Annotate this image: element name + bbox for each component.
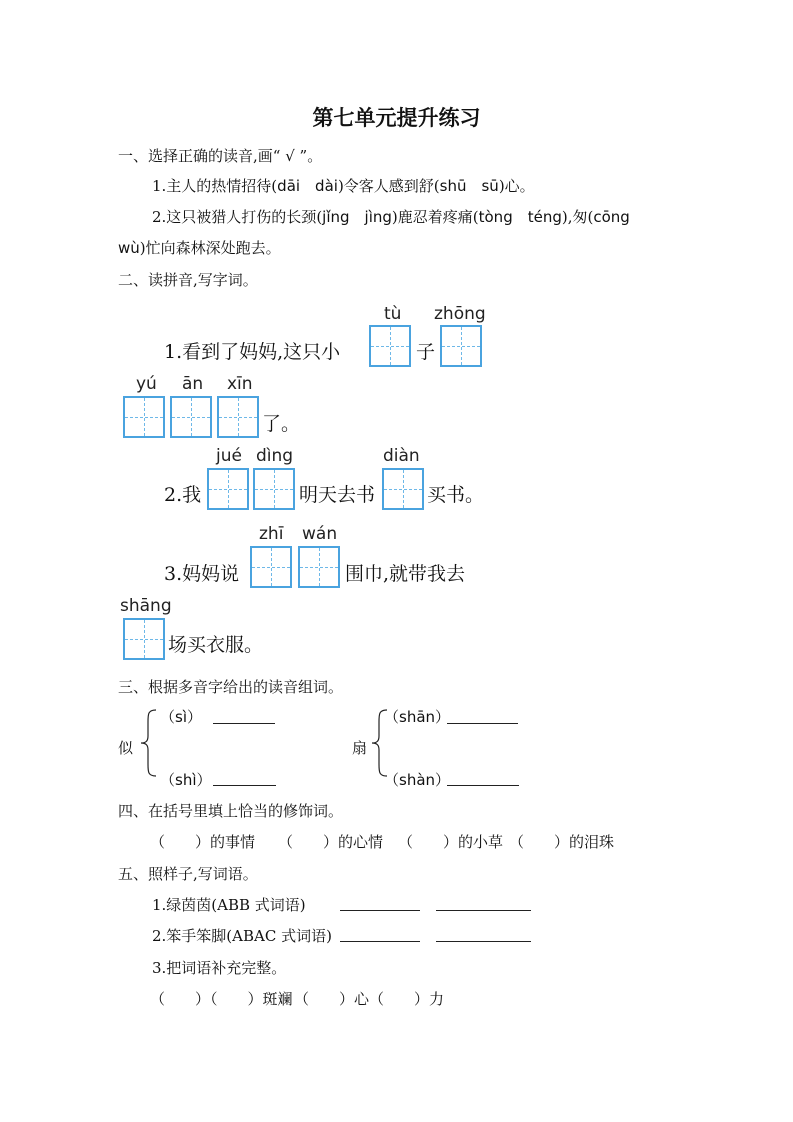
writing-box[interactable] [369, 325, 411, 367]
writing-box[interactable] [382, 468, 424, 510]
writing-box[interactable] [170, 396, 212, 438]
polyphone-char-si: 似 [118, 739, 134, 757]
s1-question-2-line-1: 2.这只被猎人打伤的长颈(jǐng jìng)鹿忍着疼痛(tòng téng),匆(cōng [152, 208, 630, 226]
pinyin-tu: tù [384, 304, 402, 324]
answer-line[interactable] [436, 941, 531, 942]
s2-q3-text-c: 场买衣服。 [168, 634, 264, 656]
answer-line[interactable] [213, 785, 276, 786]
section-5-heading: 五、照样子,写词语。 [118, 865, 258, 883]
left-brace-icon [138, 708, 160, 778]
pinyin-jue: jué [216, 446, 242, 466]
modifier-item-3: （ ）的小草 [398, 833, 504, 851]
writing-box[interactable] [123, 396, 165, 438]
writing-box[interactable] [217, 396, 259, 438]
pinyin-dian: diàn [383, 446, 420, 466]
pinyin-shang: shāng [120, 596, 172, 616]
reading-si: （sì） [160, 708, 202, 726]
answer-line[interactable] [436, 910, 531, 911]
s2-q2-text-b: 明天去书 [299, 484, 376, 506]
pinyin-an: ān [182, 374, 204, 394]
s2-q3-text-a: 3.妈妈说 [164, 563, 240, 585]
pinyin-zhong: zhōng [434, 304, 486, 324]
idiom-item-1: （ ）（ ）斑斓 [150, 990, 293, 1008]
writing-box[interactable] [440, 325, 482, 367]
modifier-item-2: （ ）的心情 [278, 833, 384, 851]
section-4-heading: 四、在括号里填上恰当的修饰词。 [118, 802, 344, 820]
writing-box[interactable] [207, 468, 249, 510]
idiom-item-2: （ ）心（ ）力 [294, 990, 445, 1008]
pinyin-zhi: zhī [259, 524, 284, 544]
section-1-heading: 一、选择正确的读音,画“ √ ”。 [118, 147, 323, 165]
pinyin-wan: wán [302, 524, 338, 544]
section-2-heading: 二、读拼音,写字词。 [118, 271, 258, 289]
answer-line[interactable] [340, 910, 420, 911]
s2-q1-text-b: 子 [416, 341, 436, 363]
pinyin-yu: yú [136, 374, 157, 394]
s1-question-2-line-2: wù)忙向森林深处跑去。 [118, 239, 281, 257]
s2-q2-text-a: 2.我 [164, 484, 202, 506]
s2-q3-text-b: 围巾,就带我去 [345, 563, 466, 585]
writing-box[interactable] [253, 468, 295, 510]
page-title: 第七单元提升练习 [312, 105, 481, 130]
s5-question-2: 2.笨手笨脚(ABAC 式词语) [152, 927, 332, 945]
s2-q1-text-c: 了。 [262, 413, 301, 435]
s1-question-1: 1.主人的热情招待(dāi dài)令客人感到舒(shū sū)心。 [152, 177, 535, 195]
writing-box[interactable] [123, 618, 165, 660]
answer-line[interactable] [340, 941, 420, 942]
pinyin-ding: dìng [256, 446, 294, 466]
writing-box[interactable] [298, 546, 340, 588]
polyphone-char-shan: 扇 [352, 739, 368, 757]
reading-shan-4: （shàn） [384, 771, 451, 789]
answer-line[interactable] [447, 723, 518, 724]
s5-question-1: 1.绿茵茵(ABB 式词语) [152, 896, 306, 914]
section-3-heading: 三、根据多音字给出的读音组词。 [118, 678, 344, 696]
answer-line[interactable] [213, 723, 275, 724]
pinyin-xin: xīn [227, 374, 253, 394]
s5-question-3: 3.把词语补充完整。 [152, 959, 287, 977]
s2-q1-text-a: 1.看到了妈妈,这只小 [164, 341, 341, 363]
s2-q2-text-c: 买书。 [427, 484, 485, 506]
answer-line[interactable] [447, 785, 519, 786]
modifier-item-4: （ ）的泪珠 [509, 833, 615, 851]
reading-shan-1: （shān） [384, 708, 451, 726]
writing-box[interactable] [250, 546, 292, 588]
reading-shi: （shì） [160, 771, 212, 789]
modifier-item-1: （ ）的事情 [150, 833, 256, 851]
